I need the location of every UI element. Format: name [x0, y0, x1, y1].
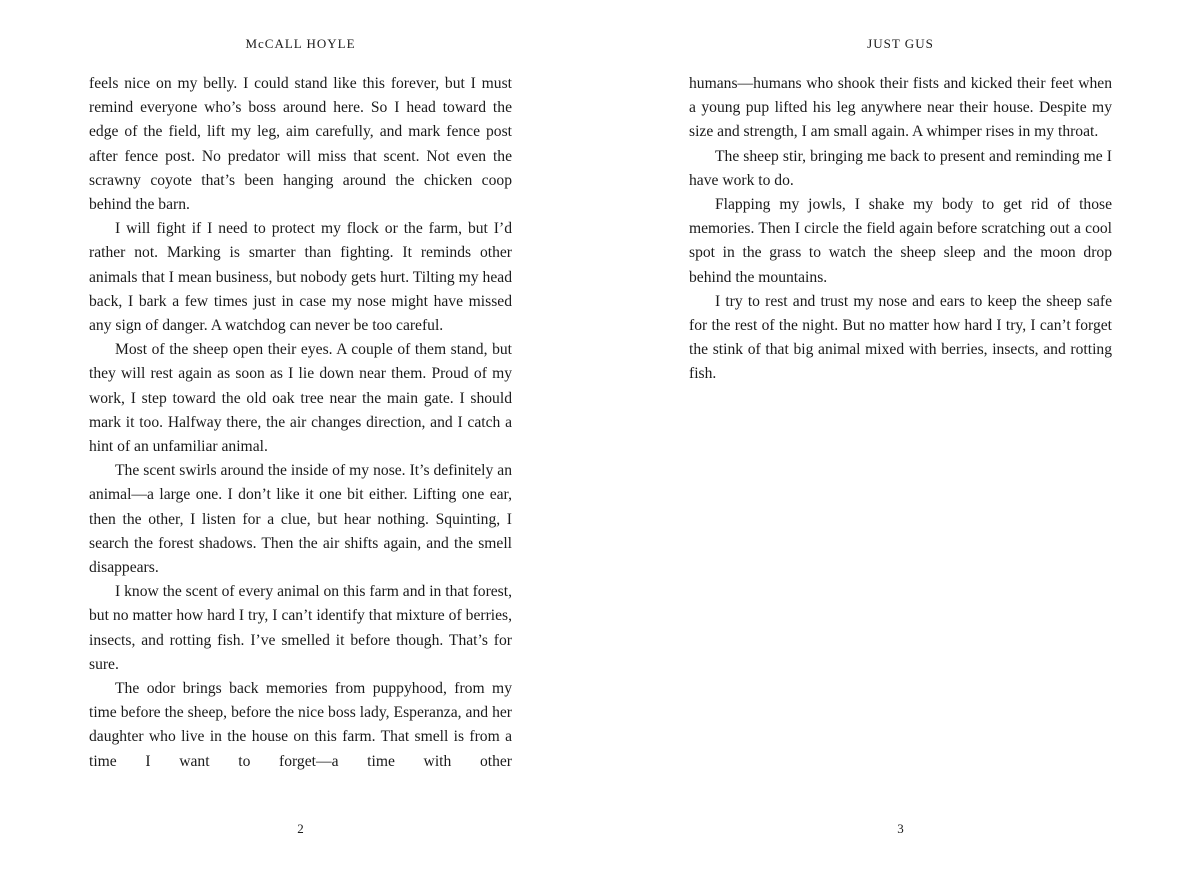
left-page-body [89, 72, 512, 774]
page-number: 2 [297, 821, 304, 836]
paragraph: I know the scent of every animal on this farm and in that forest, but no matter how hard I try, I can’t identify that mixture of berries, insects, and rotting fish. I’ve smelled it before though. That’s for sure. [89, 583, 512, 673]
paragraph: The sheep stir, bringing me back to present and reminding me I have work to do. [689, 147, 1112, 189]
paragraph: I try to rest and trust my nose and ears to keep the sheep safe for the rest of the night. But no matter how hard I try, I can’t forget the stink of that big animal mixed with berries, insects, and rotting fish. [689, 292, 1112, 383]
paragraph: The scent swirls around the inside of my nose. It’s definitely an animal—a large one. I don’t like it one bit either. Lifting one ear, then the other, I listen for a clue, but hear nothing. Squinting, I search the forest shadows. Then the air shifts again, and the smell disappears. [89, 462, 512, 577]
paragraph: Flapping my jowls, I shake my body to get rid of those memories. Then I circle the field again before scratching out a cool spot in the grass to watch the sheep sleep and the moon drop behind the mountains. [689, 196, 1112, 286]
paragraph: I will fight if I need to protect my flock or the farm, but I’d rather not. Marking is smarter than fighting. It reminds other animals that I mean business, but nobody gets hurt. Tilting my head back, I bark a few times just in case my nose might have missed any sign of danger. A watchdog can never be too careful. [89, 220, 512, 335]
paragraph: Most of the sheep open their eyes. A couple of them stand, but they will rest again as soon as I lie down near them. Proud of my work, I step toward the old oak tree near the main gate. I should mark it too. Halfway there, the air changes direction, and I catch a hint of an unfamiliar animal. [89, 341, 512, 456]
paragraph: feels nice on my belly. I could stand like this forever, but I must remind everyone who’s boss around here. So I head toward the edge of the field, lift my leg, aim carefully, and mark fence post after fence post. No predator will miss that scent. Not even the scrawny coyote that’s been hanging around the chicken coop behind the barn. [89, 75, 512, 214]
running-head-author: McCALL HOYLE [245, 36, 356, 51]
left-page [89, 0, 512, 872]
running-head-title: JUST GUS [867, 36, 934, 51]
right-page-body [689, 72, 1112, 387]
right-page [689, 0, 1112, 872]
paragraph: humans—humans who shook their fists and kicked their feet when a young pup lifted his leg anywhere near their house. Despite my size and strength, I am small again. A whimper rises in my throat. [689, 75, 1112, 141]
paragraph: The odor brings back memories from puppyhood, from my time before the sheep, before the nice boss lady, Esperanza, and her daughter who live in the house on this farm. That smell is from a time I want to forget—a time with other [89, 680, 512, 770]
page-number: 3 [897, 821, 904, 836]
